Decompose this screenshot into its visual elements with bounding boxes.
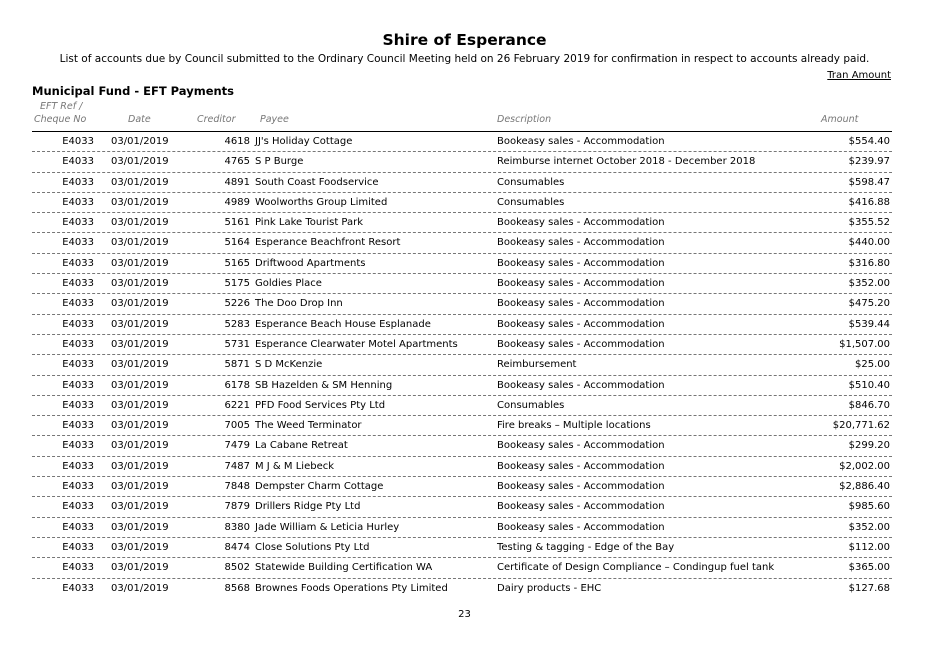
row-creditor: 8474 [224,541,250,553]
row-payee: Goldies Place [255,278,322,290]
row-date: 03/01/2019 [111,562,169,574]
column-header-ref-line2: Cheque No [34,114,87,125]
row-payee: PFD Food Services Pty Ltd [255,399,386,411]
row-payee: Statewide Building Certification WA [255,562,433,574]
row-ref: E4033 [62,237,94,249]
row-ref: E4033 [62,176,94,188]
row-date: 03/01/2019 [111,136,169,147]
row-creditor: 5871 [224,359,250,371]
table-row [32,376,892,396]
row-payee: Brownes Foods Operations Pty Limited [255,582,448,594]
row-payee: SB Hazelden & SM Henning [255,379,393,391]
row-date: 03/01/2019 [111,257,169,269]
row-amount: $299.20 [848,440,890,452]
row-payee: Driftwood Apartments [255,257,366,269]
row-description: Bookeasy sales - Accommodation [497,440,665,452]
row-amount: $846.70 [848,399,890,411]
row-ref: E4033 [62,257,94,269]
row-ref: E4033 [62,562,94,574]
row-payee: Esperance Clearwater Motel Apartments [255,338,458,350]
row-date: 03/01/2019 [111,156,169,168]
row-creditor: 8380 [224,521,250,533]
row-creditor: 5731 [224,338,250,350]
table-row [32,477,892,497]
row-date: 03/01/2019 [111,582,169,594]
page-number: 23 [458,609,471,620]
row-amount: $2,886.40 [839,481,890,493]
page-title: Shire of Esperance [382,31,547,49]
row-date: 03/01/2019 [111,176,169,188]
row-amount: $316.80 [848,257,890,269]
row-amount: $539.44 [848,318,890,330]
row-date: 03/01/2019 [111,298,169,310]
tran-amount-label: Tran Amount [827,70,891,81]
row-description: Dairy products - EHC [497,582,602,594]
row-creditor: 6178 [224,379,250,391]
table-row [32,518,892,538]
row-date: 03/01/2019 [111,420,169,432]
column-header-payee: Payee [260,114,289,125]
row-date: 03/01/2019 [111,440,169,452]
row-date: 03/01/2019 [111,541,169,553]
row-date: 03/01/2019 [111,359,169,371]
row-creditor: 7479 [224,440,250,452]
row-date: 03/01/2019 [111,521,169,533]
row-description: Bookeasy sales - Accommodation [497,379,665,391]
row-ref: E4033 [62,136,94,147]
row-ref: E4033 [62,440,94,452]
row-description: Bookeasy sales - Accommodation [497,521,665,533]
row-description: Certificate of Design Compliance – Condingup fuel tank [497,562,775,574]
row-amount: $1,507.00 [839,338,890,350]
row-date: 03/01/2019 [111,338,169,350]
row-description: Bookeasy sales - Accommodation [497,338,665,350]
row-creditor: 5164 [224,237,250,249]
row-description: Bookeasy sales - Accommodation [497,501,665,513]
column-header-ref-line1: EFT Ref / [40,101,83,112]
row-description: Bookeasy sales - Accommodation [497,278,665,290]
row-date: 03/01/2019 [111,399,169,411]
row-amount: $20,771.62 [832,420,890,432]
row-creditor: 5283 [224,318,250,330]
row-description: Bookeasy sales - Accommodation [497,237,665,249]
row-payee: S P Burge [255,156,304,168]
row-description: Consumables [497,176,565,188]
page-subtitle: List of accounts due by Council submitted to the Ordinary Council Meeting held on 26 February 2019 for confirmation in respect to accounts already paid. [59,53,870,65]
row-description: Bookeasy sales - Accommodation [497,318,665,330]
row-ref: E4033 [62,399,94,411]
row-amount: $112.00 [848,541,890,553]
row-description: Bookeasy sales - Accommodation [497,257,665,269]
row-description: Bookeasy sales - Accommodation [497,298,665,310]
row-description: Bookeasy sales - Accommodation [497,460,665,472]
table-row [32,294,892,314]
row-payee: Drillers Ridge Pty Ltd [255,501,361,513]
row-ref: E4033 [62,460,94,472]
row-date: 03/01/2019 [111,501,169,513]
table-row [32,233,892,253]
row-amount: $25.00 [855,359,890,371]
payments-table [32,132,892,598]
row-ref: E4033 [62,541,94,553]
row-date: 03/01/2019 [111,217,169,229]
table-row [32,355,892,375]
column-header-date: Date [128,114,151,125]
row-creditor: 5175 [224,278,250,290]
table-row [32,274,892,294]
column-header-amount: Amount [821,114,859,125]
row-payee: Close Solutions Pty Ltd [255,541,370,553]
row-date: 03/01/2019 [111,278,169,290]
row-amount: $554.40 [848,136,890,147]
row-ref: E4033 [62,217,94,229]
column-header-description: Description [497,114,552,125]
table-row [32,579,892,598]
row-amount: $440.00 [848,237,890,249]
table-row [32,497,892,517]
row-payee: La Cabane Retreat [255,440,348,452]
row-description: Fire breaks – Multiple locations [497,420,651,432]
table-row [32,416,892,436]
row-payee: S D McKenzie [255,359,323,371]
row-payee: Esperance Beach House Esplanade [255,318,431,330]
table-row [32,315,892,335]
table-row [32,254,892,274]
row-creditor: 7487 [224,460,250,472]
row-payee: Woolworths Group Limited [255,196,388,208]
row-creditor: 5165 [224,257,250,269]
table-row [32,193,892,213]
row-creditor: 6221 [224,399,250,411]
row-date: 03/01/2019 [111,237,169,249]
row-ref: E4033 [62,359,94,371]
table-row [32,335,892,355]
table-row [32,538,892,558]
row-creditor: 7848 [224,481,250,493]
row-ref: E4033 [62,379,94,391]
row-amount: $239.97 [848,156,890,168]
section-title: Municipal Fund - EFT Payments [32,84,235,98]
row-payee: M J & M Liebeck [255,460,335,472]
row-description: Bookeasy sales - Accommodation [497,217,665,229]
table-row [32,457,892,477]
row-payee: South Coast Foodservice [255,176,379,188]
table-row [32,436,892,456]
table-row [32,132,892,152]
row-description: Consumables [497,399,565,411]
table-row [32,558,892,578]
row-date: 03/01/2019 [111,460,169,472]
row-ref: E4033 [62,318,94,330]
row-creditor: 4618 [224,136,250,147]
row-ref: E4033 [62,521,94,533]
row-description: Bookeasy sales - Accommodation [497,136,665,147]
row-ref: E4033 [62,298,94,310]
table-row [32,152,892,172]
row-creditor: 8502 [224,562,250,574]
row-payee: JJ's Holiday Cottage [255,136,353,147]
row-description: Bookeasy sales - Accommodation [497,481,665,493]
row-creditor: 4989 [224,196,250,208]
column-header-creditor: Creditor [197,114,236,125]
table-row [32,396,892,416]
row-amount: $416.88 [848,196,890,208]
row-amount: $598.47 [848,176,890,188]
row-payee: Jade William & Leticia Hurley [255,521,400,533]
row-ref: E4033 [62,338,94,350]
row-ref: E4033 [62,582,94,594]
table-row [32,213,892,233]
row-payee: The Weed Terminator [255,420,362,432]
row-description: Testing & tagging - Edge of the Bay [497,541,675,553]
row-ref: E4033 [62,196,94,208]
row-amount: $985.60 [848,501,890,513]
row-creditor: 4765 [224,156,250,168]
row-payee: Dempster Charm Cottage [255,481,384,493]
row-amount: $127.68 [848,582,890,594]
row-amount: $355.52 [848,217,890,229]
row-description: Reimbursement [497,359,577,371]
row-date: 03/01/2019 [111,318,169,330]
row-creditor: 7879 [224,501,250,513]
row-creditor: 5226 [224,298,250,310]
row-payee: Esperance Beachfront Resort [255,237,401,249]
row-amount: $2,002.00 [839,460,890,472]
row-payee: The Doo Drop Inn [255,298,343,310]
row-creditor: 8568 [224,582,250,594]
row-amount: $352.00 [848,278,890,290]
row-amount: $475.20 [848,298,890,310]
table-row [32,173,892,193]
row-creditor: 5161 [224,217,250,229]
row-creditor: 7005 [224,420,250,432]
row-payee: Pink Lake Tourist Park [255,217,364,229]
row-ref: E4033 [62,420,94,432]
row-date: 03/01/2019 [111,196,169,208]
row-date: 03/01/2019 [111,481,169,493]
row-creditor: 4891 [224,176,250,188]
row-amount: $510.40 [848,379,890,391]
row-description: Consumables [497,196,565,208]
row-ref: E4033 [62,481,94,493]
row-ref: E4033 [62,501,94,513]
row-amount: $365.00 [848,562,890,574]
row-description: Reimburse internet October 2018 - December 2018 [497,156,756,168]
row-ref: E4033 [62,156,94,168]
row-ref: E4033 [62,278,94,290]
row-amount: $352.00 [848,521,890,533]
row-date: 03/01/2019 [111,379,169,391]
